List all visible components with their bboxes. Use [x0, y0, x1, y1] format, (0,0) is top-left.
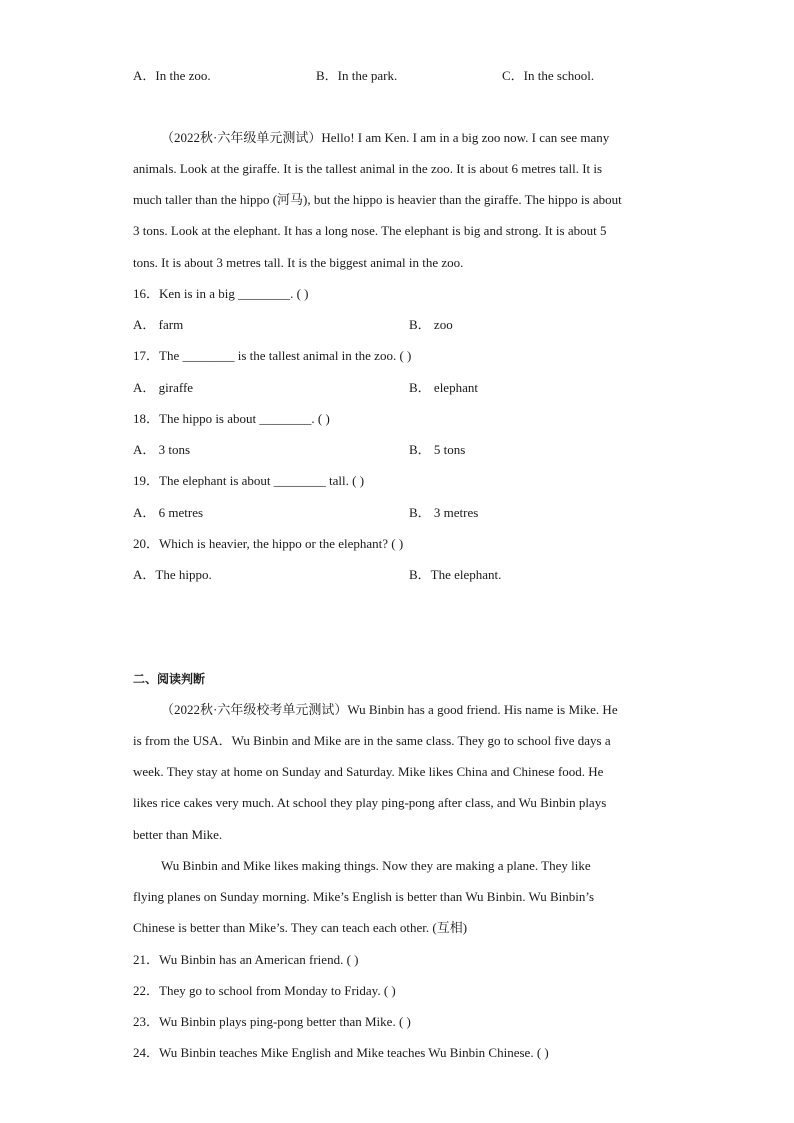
q18-option-a: A． 3 tons	[133, 442, 191, 457]
section-heading: 二、阅读判断	[133, 672, 206, 686]
passage2-line-6: Wu Binbin and Mike likes making things. Now they are making a plane. They like	[161, 858, 591, 873]
question-23: 23．Wu Binbin plays ping-pong better than Mike. ( )	[133, 1014, 411, 1029]
passage2-line-4: likes rice cakes very much. At school they play ping-pong after class, and Wu Binbin plays	[133, 795, 607, 810]
q18-option-b: B． 5 tons	[409, 442, 466, 457]
q19-option-b: B． 3 metres	[409, 505, 479, 520]
question-17: 17．The ________ is the tallest animal in the zoo. ( )	[133, 348, 412, 363]
question-22: 22．They go to school from Monday to Friday. ( )	[133, 983, 396, 998]
question-19: 19．The elephant is about ________ tall. ( )	[133, 473, 365, 488]
passage2-line-3: week. They stay at home on Sunday and Saturday. Mike likes China and Chinese food. He	[133, 764, 604, 779]
q17-option-a: A． giraffe	[133, 380, 194, 395]
passage1-line-5: tons. It is about 3 metres tall. It is the biggest animal in the zoo.	[133, 255, 464, 270]
passage1-line-3: much taller than the hippo (河马), but the hippo is heavier than the giraffe. The hippo is about	[133, 192, 622, 207]
passage1-line-2: animals. Look at the giraffe. It is the tallest animal in the zoo. It is about 6 metres tall. It is	[133, 161, 603, 176]
q16-option-a: A． farm	[133, 317, 184, 332]
q15-option-b: B．In the park.	[316, 68, 398, 83]
passage1-line-4: 3 tons. Look at the elephant. It has a long nose. The elephant is big and strong. It is about 5	[133, 223, 607, 238]
q16-option-b: B． zoo	[409, 317, 453, 332]
passage2-line-8: Chinese is better than Mike’s. They can teach each other. (互相)	[133, 920, 468, 935]
passage2-line-2: is from the USA．Wu Binbin and Mike are in the same class. They go to school five days a	[133, 733, 611, 748]
passage2-line-7: flying planes on Sunday morning. Mike’s English is better than Wu Binbin. Wu Binbin’s	[133, 889, 595, 904]
passage2-line-1: （2022秋·六年级校考单元测试）Wu Binbin has a good friend. His name is Mike. He	[161, 702, 618, 717]
question-24: 24．Wu Binbin teaches Mike English and Mike teaches Wu Binbin Chinese. ( )	[133, 1045, 549, 1060]
q20-option-a: A．The hippo.	[133, 567, 212, 582]
q17-option-b: B． elephant	[409, 380, 478, 395]
question-21: 21．Wu Binbin has an American friend. ( )	[133, 952, 359, 967]
q15-option-a: A．In the zoo.	[133, 68, 211, 83]
q15-option-c: C．In the school.	[502, 68, 595, 83]
q20-option-b: B．The elephant.	[409, 567, 502, 582]
question-20: 20．Which is heavier, the hippo or the elephant? ( )	[133, 536, 404, 551]
passage1-line-1: （2022秋·六年级单元测试）Hello! I am Ken. I am in a big zoo now. I can see many	[161, 130, 610, 145]
question-18: 18．The hippo is about ________. ( )	[133, 411, 330, 426]
passage2-line-5: better than Mike.	[133, 827, 223, 842]
question-16: 16．Ken is in a big ________. ( )	[133, 286, 309, 301]
q19-option-a: A． 6 metres	[133, 505, 204, 520]
